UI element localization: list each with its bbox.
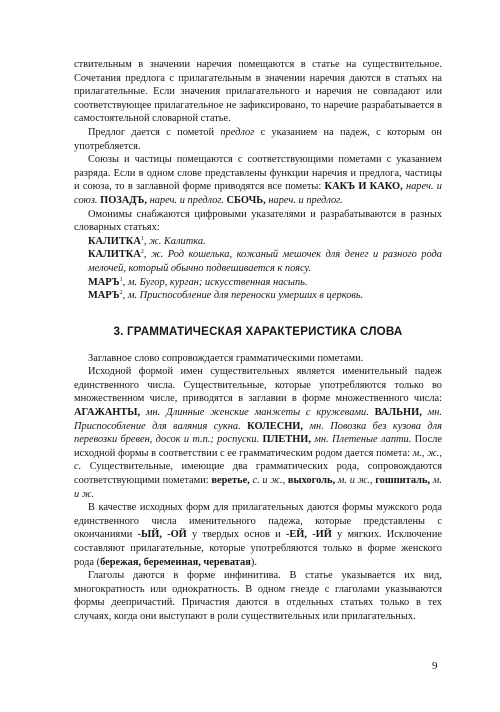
grammar-mark: нареч. и предлог. xyxy=(146,194,224,206)
headword: АГАЖАНТЫ, xyxy=(74,407,141,419)
headword: КАЛИТКА xyxy=(88,235,141,247)
headword: ПОЗАДЪ, xyxy=(97,194,147,206)
example-entry-kalitka-1 xyxy=(74,235,442,249)
grammar-mark: с. и ж., xyxy=(249,475,286,487)
grammar-mark: м., ж., с. xyxy=(74,447,442,473)
page-number: 9 xyxy=(432,660,438,672)
headword: КАЛИТКА xyxy=(88,249,141,261)
text: у твердых основ и xyxy=(186,529,286,541)
example-entry-mar-1 xyxy=(74,276,442,290)
page-body xyxy=(74,58,442,624)
definition: мн. Плетеные лапти. xyxy=(310,434,412,446)
text: Омонимы снабжаются цифровыми указателями и разрабатываются в разных словарных статьях: xyxy=(74,208,442,234)
text: , xyxy=(143,235,150,247)
definition: м. Бугор, курган; искусственная насыпь. xyxy=(127,276,308,288)
text: ствительным в значении наречия помещаются в статье на существительное. Сочетания предлога с прилагательным в значении наречия даются в статьях на прилагательные. Если значения прилагательного и наречия не совпадают или соответствующее прилагательное не зафиксировано, то наречие разрабатывается в самостоятельной словарной статье. xyxy=(74,59,442,125)
definition: ж. Калитка. xyxy=(149,235,206,247)
text: В качестве исходных форм для прилагательных даются формы мужского рода единственного числа именительного падежа, которые представлены с окончаниями xyxy=(74,502,442,541)
paragraph-verbs xyxy=(74,569,442,623)
definition: ж. Род кошелька, кожаный мешочек для денег и разного рода мелочей, который обычно подвешивается к поясу. xyxy=(88,249,442,274)
text: Существительные, имеющие два грамматических рода, сопровождаются соответствующими пометами: xyxy=(74,461,442,487)
definition: мн. Повозка без кузова для перевозки бревен, досок и т.п.; роспуски. xyxy=(74,420,443,446)
text: у мягких. Исключение составляют прилагательные, которые употребляются только в форме женского рода ( xyxy=(74,529,442,568)
section-heading: 3. ГРАММАТИЧЕСКАЯ ХАРАКТЕРИСТИКА СЛОВА xyxy=(113,324,403,338)
headword: выхоголь, xyxy=(285,475,336,487)
definition: м. Приспособление для переноски умерших в церковь. xyxy=(127,290,364,302)
text: Предлог дается с пометой xyxy=(88,126,221,138)
headword: СБОЧЬ, xyxy=(223,194,266,206)
text: После исходной формы в соответствии с ее грамматическим родом дается помета: xyxy=(74,434,443,459)
homonym-index: 2 xyxy=(140,249,144,256)
italic-term: предлог xyxy=(220,126,255,138)
paragraph-adjectives xyxy=(74,501,442,569)
headword: ПЛЕТНИ, xyxy=(259,434,311,446)
grammar-mark: м. и ж. xyxy=(74,475,443,500)
text: с указанием на падеж, с которым он употребляется. xyxy=(74,126,442,152)
definition: мн. Приспособление для валяния сукна. xyxy=(74,407,442,432)
headword: гошпиталь, xyxy=(372,475,431,487)
headword: МАРЪ xyxy=(88,276,120,288)
paragraph-conjunctions xyxy=(74,153,442,207)
homonym-index: 1 xyxy=(140,235,144,242)
homonym-index: 2 xyxy=(119,290,123,297)
headword: бережая, беременная, череватая xyxy=(100,556,251,568)
headword: веретье, xyxy=(211,475,250,487)
paragraph-homonyms xyxy=(74,208,442,235)
headword: МАРЪ xyxy=(88,290,120,302)
text: ). xyxy=(250,556,257,568)
grammar-mark: м. и ж., xyxy=(335,475,373,487)
paragraph-grammar-intro xyxy=(74,352,442,366)
ending: -ЫЙ, -ОЙ xyxy=(137,529,187,541)
headword: ВАЛЬНИ, xyxy=(368,407,422,419)
grammar-mark: нареч. и предлог. xyxy=(265,194,343,206)
text: Заглавное слово сопровождается грамматическими пометами. xyxy=(88,352,364,364)
paragraph-adverbs xyxy=(74,58,442,126)
text: Союзы и частицы помещаются с соответствующими пометами с указанием разряда. Если в одном слове представлены функции наречия и предлога, частицы и союза, то в заглавной форме приводятся все пометы: xyxy=(74,154,442,193)
text: , xyxy=(122,290,128,302)
text: Исходной формой имен существительных является именительный падеж единственного числа. Существительные, которые употребляются только во множественном числе, приводятся в заглавии в форме множественного числа: xyxy=(74,366,442,405)
ending: -ЕЙ, -ИЙ xyxy=(285,529,332,541)
paragraph-nouns xyxy=(74,365,442,501)
text: , xyxy=(143,249,151,261)
homonym-index: 1 xyxy=(119,276,123,283)
grammar-mark: нареч. и союз. xyxy=(74,181,442,206)
text: Глаголы даются в форме инфинитива. В статье указывается их вид, многократность или однократность. В одном гнезде с глаголами указываются формы деепричастий. Причастия даются в отдельных статьях только в тех случаях, когда они выступают в роли существительных или прилагательных. xyxy=(74,570,442,622)
text: , xyxy=(122,276,128,288)
example-entry-kalitka-2 xyxy=(74,248,442,275)
definition: мн. Длинные женские манжеты с кружевами. xyxy=(140,407,369,419)
example-entry-mar-2 xyxy=(74,289,442,303)
headword: КАКЪ И КАКО, xyxy=(324,181,403,193)
headword: КОЛЕСНИ, xyxy=(240,420,303,432)
paragraph-prepositions xyxy=(74,126,442,153)
